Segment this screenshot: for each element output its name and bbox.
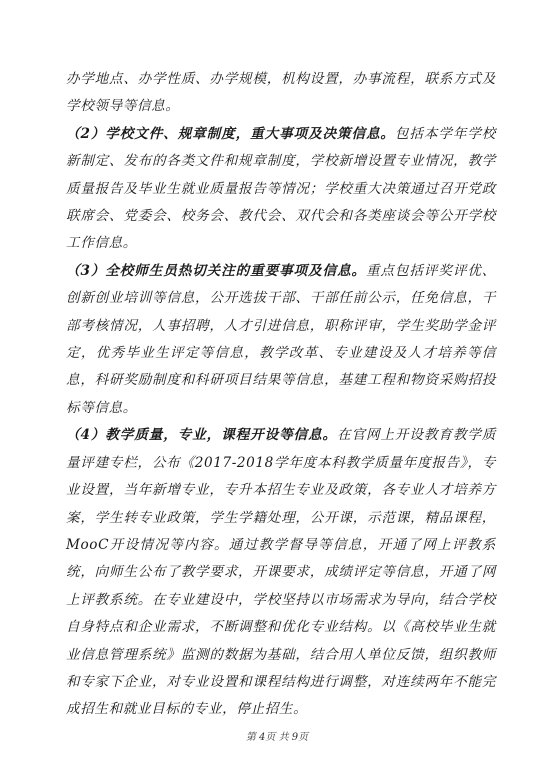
paragraph-intro-continued [66, 66, 496, 121]
paragraph-text: 在官网上开设教育教学质量评建专栏，公布《2017-2018学年度本科教学质量年度报告》，专业设置，当年新增专业，专升本招生专业及政策，各专业人才培养方案，学生转专业政策，学生学籍处理，公开课，示范课，精品课程，MooC开设情况等内容。通过教学督导等信息，开通了网上评教系统，向师生公布了教学要求，开课要求，成绩评定等信息，开通了网上评教系统。在专业建设中，学校坚持以市场需求为导向，结合学校自身特点和企业需求，不断调整和优化专业结构。以《高校毕业生就业信息管理系统》监测的数据为基础，结合用人单位反馈，组织教师和专家下企业，对专业设置和课程结构进行调整，对连续两年不能完成招生和就业目标的专业，停止招生。 [66, 427, 496, 718]
paragraph-documents-decisions [66, 121, 496, 258]
document-body [66, 66, 496, 724]
section-heading: （2）学校文件、规章制度，重大事项及决策信息。 [66, 125, 395, 142]
paragraph-text: 重点包括评奖评优、创新创业培训等信息，公开选拔干部、干部任前公示，任免信息，干部考核情况，人事招聘，人才引进信息，职称评审，学生奖助学金评定，优秀毕业生评定等信息，教学改革、专业建设及人才培养等信息，科研奖励制度和科研项目结果等信息，基建工程和物资采购招投标等信息。 [66, 262, 496, 416]
paragraph-important-matters [66, 258, 496, 422]
section-heading: （3）全校师生员热切关注的重要事项及信息。 [66, 262, 366, 279]
paragraph-text: 包括本学年学校新制定、发布的各类文件和规章制度，学校新增设置专业情况，教学质量报告及毕业生就业质量报告等情况；学校重大决策通过召开党政联席会、党委会、校务会、教代会、双代会和各类座谈会等公开学校工作信息。 [66, 125, 496, 252]
paragraph-text: 办学地点、办学性质、办学规模，机构设置，办事流程，联系方式及学校领导等信息。 [66, 71, 496, 115]
paragraph-teaching-quality [66, 422, 496, 723]
page-number-footer: 第 4页 共 9页 [245, 732, 309, 743]
section-heading: （4）教学质量，专业，课程开设等信息。 [66, 427, 337, 444]
